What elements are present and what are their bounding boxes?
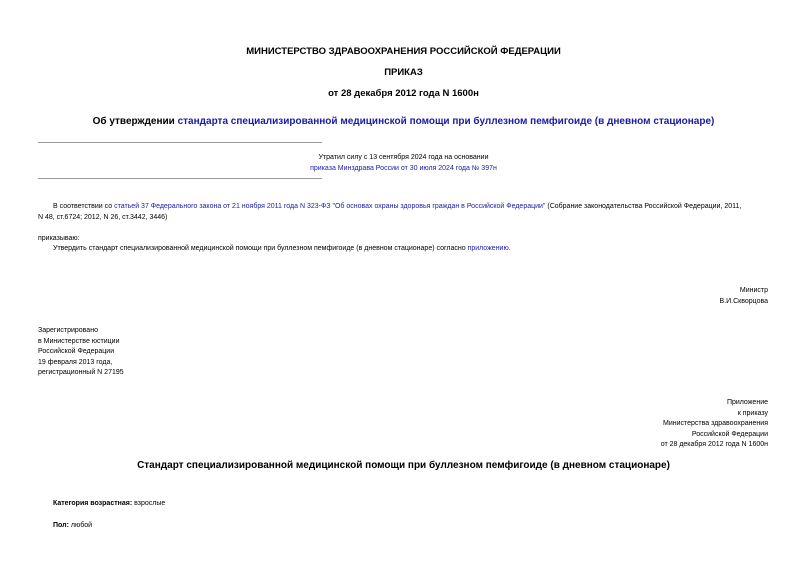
registration-line: Российской Федерации — [38, 348, 115, 355]
preamble-prefix: В соответствии со — [53, 203, 115, 210]
repeal-notice-text: Утратил силу с 13 сентября 2024 года на основании — [318, 154, 489, 161]
age-category — [53, 499, 165, 510]
appendix-reference-line: от 28 декабря 2012 года N 1600н — [660, 441, 768, 448]
ministry-heading: МИНИСТЕРСТВО ЗДРАВООХРАНЕНИЯ РОССИЙСКОЙ ФЕДЕРАЦИИ — [246, 46, 561, 57]
sex-label: Пол: — [53, 522, 69, 529]
appendix-reference-line: Приложение — [726, 399, 768, 406]
repeal-notice-link[interactable]: приказа Минздрава России от 30 июля 2024 года № 397н — [310, 164, 497, 172]
registration-line: в Министерстве юстиции — [38, 337, 120, 345]
standard-title: Стандарт специализированной медицинской помощи при буллезном пемфигоиде (в дневном стационаре) — [137, 460, 670, 471]
appendix-reference-line: Министерства здравоохранения — [663, 420, 768, 427]
registration-line: регистрационный N 27195 — [38, 369, 124, 376]
doc-title-link[interactable]: стандарта специализированной медицинской помощи при буллезном пемфигоиде (в дневном стационаре) — [177, 116, 715, 127]
order-paragraph — [53, 244, 511, 255]
repeal-notice — [0, 153, 807, 174]
preamble-suffix: (Собрание законодательства Российской Федерации, 2011, — [545, 203, 742, 210]
divider-bottom — [38, 178, 322, 179]
appendix-reference-block — [661, 398, 768, 451]
age-category-label: Категория возрастная: — [53, 500, 133, 507]
signature-block — [720, 286, 769, 307]
appendix-reference-line: Российской Федерации — [691, 430, 768, 438]
sex-value: любой — [68, 522, 93, 529]
law-link[interactable]: статьей 37 Федерального закона от 21 ноября 2011 года N 323-ФЗ "Об основах охраны здоровья граждан в Российской Федерации" — [114, 203, 546, 210]
registration-block — [38, 326, 124, 379]
preamble-line-2: N 48, ст.6724; 2012, N 26, ст.3442, 3446) — [38, 213, 168, 221]
signature-name: В.И.Скворцова — [719, 297, 768, 305]
registration-line: Зарегистрировано — [38, 327, 98, 334]
divider-top — [38, 142, 322, 143]
age-category-value: взрослые — [132, 500, 166, 507]
order-word: приказываю: — [38, 235, 80, 242]
order-text-end: . — [508, 245, 511, 252]
sex-field — [53, 521, 92, 532]
doc-type-heading: ПРИКАЗ — [384, 67, 423, 78]
preamble-paragraph — [38, 202, 773, 223]
doc-date-number: от 28 декабря 2012 года N 1600н — [328, 88, 479, 99]
preamble-line-1 — [38, 202, 773, 213]
order-text: Утвердить стандарт специализированной медицинской помощи при буллезном пемфигоиде (в дневном стационаре) согласно — [53, 245, 468, 252]
doc-title — [0, 116, 807, 127]
doc-title-prefix: Об утверждении — [92, 116, 178, 127]
appendix-link[interactable]: приложению — [467, 245, 509, 252]
signature-position: Министр — [739, 287, 768, 294]
registration-line: 19 февраля 2013 года, — [38, 358, 113, 366]
appendix-reference-line: к приказу — [737, 409, 768, 417]
